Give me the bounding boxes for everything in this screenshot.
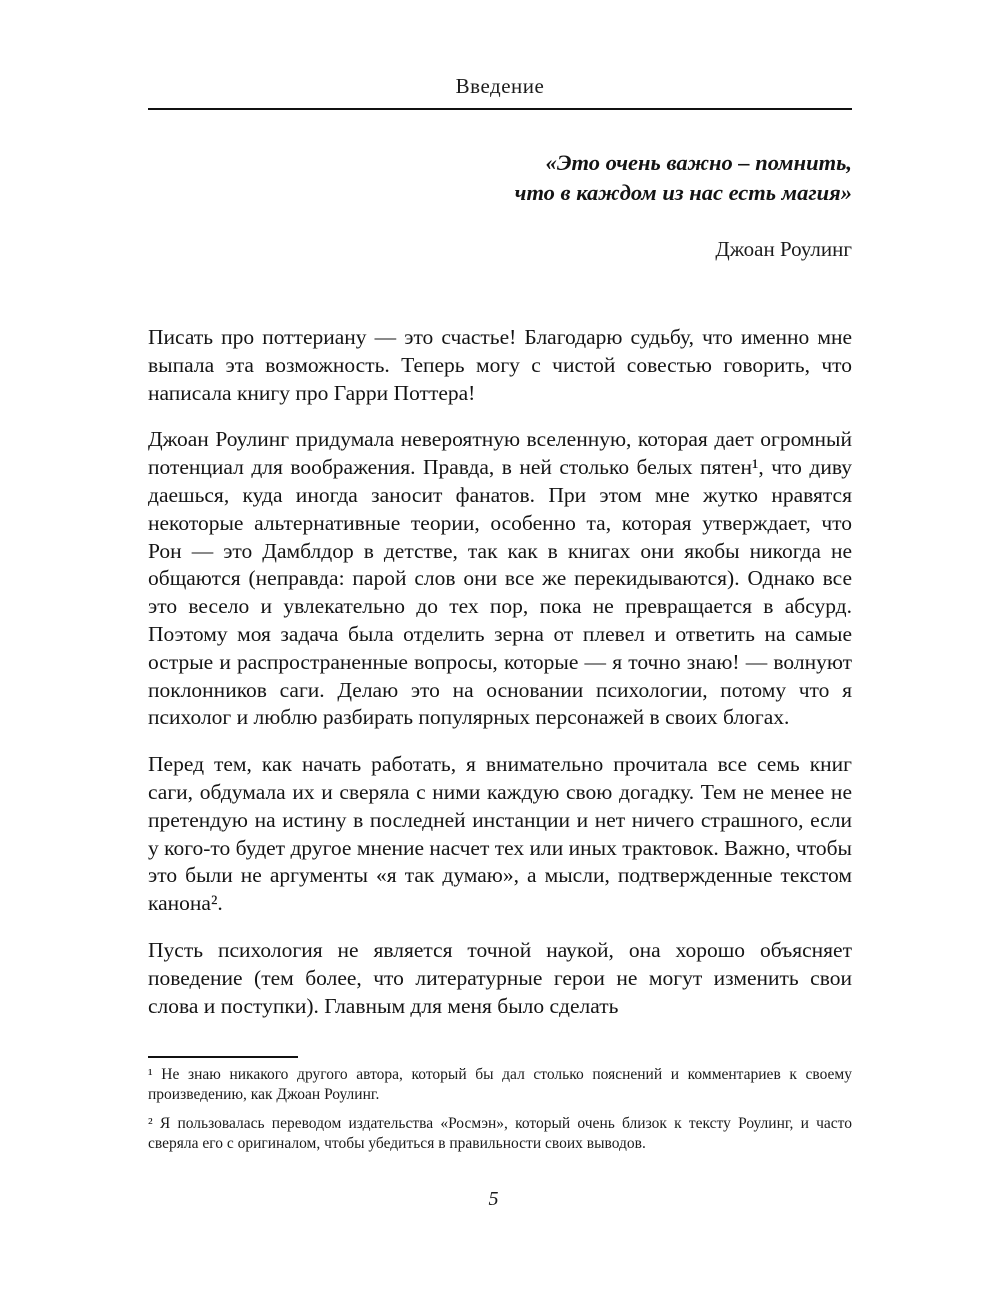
page-header xyxy=(148,0,852,110)
footnote-1: ¹ Не знаю никакого другого автора, который бы дал столько пояснений и комментариев к своему произведению, как Джоан Роулинг. xyxy=(148,1066,852,1103)
page-number: 5 xyxy=(488,1188,499,1210)
footnotes-section xyxy=(148,1056,852,1163)
epigraph-line-2: что в каждом из нас есть магия» xyxy=(514,180,852,205)
body-paragraph: Писать про поттериану — это счастье! Благодарю судьбу, что именно мне выпала эта возможность. Теперь могу с чистой совестью говорить, что написала книгу про Гарри Поттера! xyxy=(148,325,852,405)
body-paragraph: Пусть психология не является точной наукой, она хорошо объясняет поведение (тем более, что литературные герои не могут изменить свои слова и поступки). Главным для меня было сделать xyxy=(148,937,852,1018)
body-text xyxy=(148,324,852,1020)
footnote-divider xyxy=(148,1056,298,1058)
chapter-title: Введение xyxy=(455,74,545,98)
epigraph xyxy=(148,148,852,264)
content-column xyxy=(148,0,852,1020)
footnote-2: ² Я пользовалась переводом издательства «Росмэн», который очень близок к тексту Роулинг, и часто сверяла его с оригиналом, чтобы убедиться в правильности своих выводов. xyxy=(148,1115,852,1152)
epigraph-attribution: Джоан Роулинг xyxy=(715,237,852,261)
epigraph-line-1: «Это очень важно – помнить, xyxy=(545,150,852,175)
body-paragraph: Перед тем, как начать работать, я внимательно прочитала все семь книг саги, обдумала их и сверяла с ними каждую свою догадку. Тем не менее не претендую на истину в последней инстанции и нет ничего страшного, если у кого-то будет другое мнение насчет тех или иных трактовок. Важно, чтобы это были не аргументы «я так думаю», а мысли, подтвержденные текстом канона². xyxy=(148,752,852,916)
header-divider xyxy=(148,108,852,110)
body-paragraph: Джоан Роулинг придумала невероятную вселенную, которая дает огромный потенциал для воображения. Правда, в ней столько белых пятен¹, что диву даешься, куда иногда заносит фанатов. При этом мне жутко нравятся некоторые альтернативные теории, особенно та, которая утверждает, что Рон — это Дамблдор в детстве, так как в книгах они якобы никогда не общаются (неправда: парой слов они все же перекидываются). Однако все это весело и увлекательно до тех пор, пока не превращается в абсурд. Поэтому моя задача была отделить зерна от плевел и ответить на самые острые и распространенные вопросы, которые — я точно знаю! — волнуют поклонников саги. Делаю это на основании психологии, потому что я психолог и люблю разбирать популярных персонажей в своих блогах. xyxy=(148,427,852,730)
